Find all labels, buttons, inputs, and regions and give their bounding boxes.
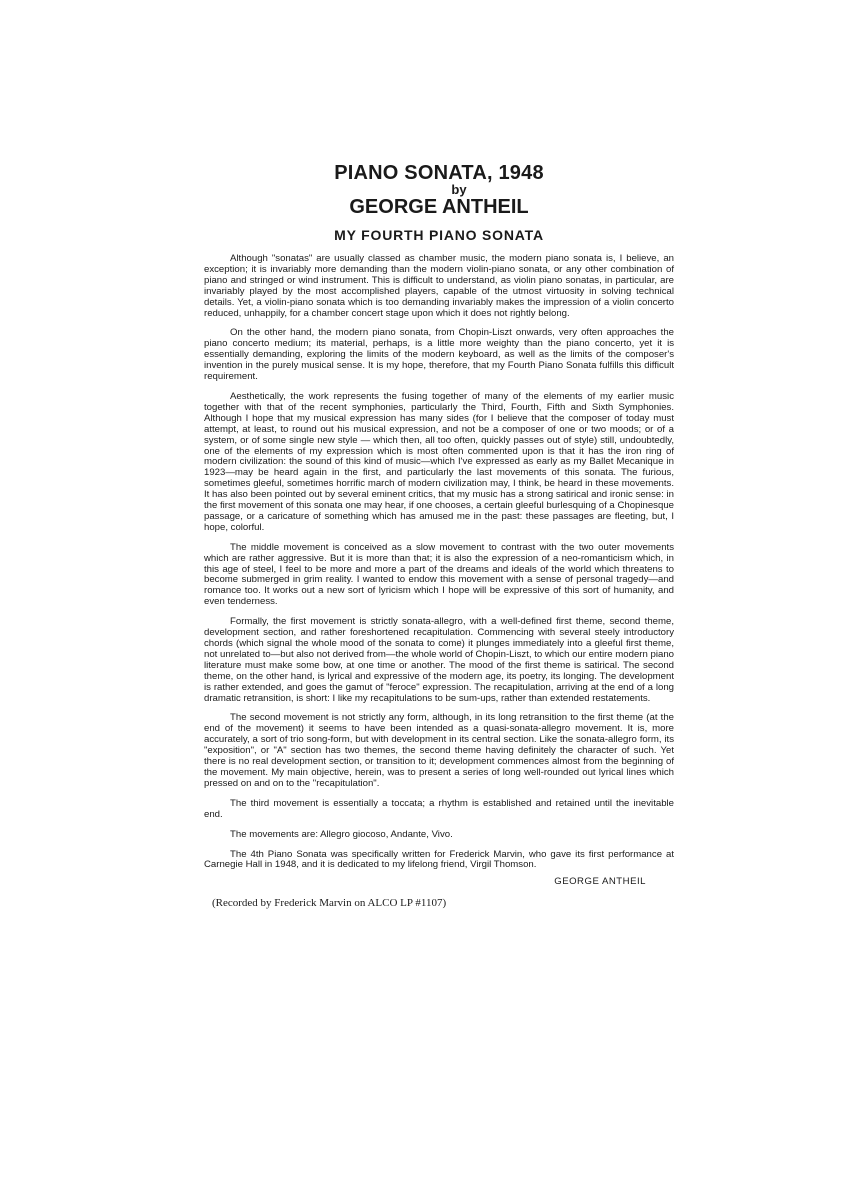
paragraph-9: The 4th Piano Sonata was specifically written for Frederick Marvin, who gave its first performance at Carnegie Hall in 1948, and it is dedicated to my lifelong friend, Virgil Thomson. xyxy=(204,848,674,871)
paragraph-2: On the other hand, the modern piano sonata, from Chopin-Liszt onwards, very often approaches the piano concerto medium; its material, perhaps, is a little more weighty than the piano concerto, yet it is essentially demanding, exploring the limits of the modern keyboard, as well as the limits of the composer's invention in the purely musical sense. It is my hope, therefore, that my Fourth Piano Sonata fulfills this difficult requirement. xyxy=(204,327,674,383)
document-page xyxy=(204,162,674,909)
paragraph-3: Aesthetically, the work represents the fusing together of many of the elements of my earlier music together with that of the recent symphonies, particularly the Third, Fourth, Fifth and Sixth Symphonies. Although I hope that my musical expression has many sides (for I believe that the composer of today must attempt, at least, to round out his musical expression, and not be a composer of one or two moods; or of a system, or of some single new style — which then, all too often, quickly passes out of style) still, undoubtedly, one of the elements of my expression which is most often commented upon is that it has the iron ring of modern civilization: the sound of this kind of music—which I've expressed as early as my Ballet Mecanique in 1923—may be heard again in the first, and particularly the last movements of this sonata. The furious, sometimes gleeful, sometimes horrific march of modern civilization may, I think, be heard in these movements. It has also been pointed out by several eminent critics, that my music has a strong satirical and ironic sense: in the first movement of this sonata one may hear, if one chooses, a certain gleeful burlesquing of a Chopinesque passage, or a caricature of something which has amused me in the past: these passages are fleeting, but, I hope, colorful. xyxy=(204,390,674,533)
document-subtitle: MY FOURTH PIANO SONATA xyxy=(334,227,544,243)
article-body xyxy=(204,254,674,871)
byline-by: by xyxy=(451,182,467,197)
signature: GEORGE ANTHEIL xyxy=(554,876,646,888)
paragraph-4: The middle movement is conceived as a slow movement to contrast with the two outer movements which are rather aggressive. But it is more than that; it is also the expression of a neo-romanticism which, in this age of steel, I feel to be more and more a part of the dreams and ideals of the world which threatens to become submerged in grim reality. I wanted to endow this movement with a sense of personal tragedy—and romance too. It works out a new sort of lyricism which I hope will be expressive of this sort of humanity, and even tenderness. xyxy=(204,541,674,608)
paragraph-6: The second movement is not strictly any form, although, in its long retransition to the first theme (at the end of the movement) it seems to have been intended as a quasi-sonata-allegro movement. It is, more accurately, a sort of trio song-form, but with development in its central section. Like the sonata-allegro form, its "exposition", or "A" section has two themes, the second theme having definitely the character of such. Yet there is no real development section, or transition to it; development commences almost from the beginning of the movement. My main objective, herein, was to present a series of long well-rounded out lyrical lines which pressed on and on to the "recapitulation". xyxy=(204,712,674,789)
paragraph-5: Formally, the first movement is strictly sonata-allegro, with a well-defined first theme, second theme, development section, and rather foreshortened recapitulation. Commencing with several steely introductory chords (which signal the whole mood of the sonata to come) it plunges immediately into a gleeful first theme, not unrelated to—but also not derived from—the whole world of Chopin-Liszt, to which our entire modern piano literature must make some bow, at one time or another. The mood of the first theme is satirical. The second theme, on the other hand, is lyrical and expressive of the modern age, its poetry, its longing. The development is rather extended, and goes the gamut of "feroce" expression. The recapitulation, arriving at the end of a long dramatic retransition, is short: I like my recapitulations to be sum-ups, rather than extended restatements. xyxy=(204,616,674,704)
author-name: GEORGE ANTHEIL xyxy=(349,196,529,218)
paragraph-1: Although "sonatas" are usually classed as chamber music, the modern piano sonata is, I believe, an exception; it is invariably more demanding than the modern violin-piano sonata, or any other combination of piano and stringed or wind instrument. This is difficult to understand, as violin piano sonatas, in particular, are invariably played by the most accomplished players, capable of the utmost virtuosity in solving technical details. Yet, a violin-piano sonata which is too demanding invariably makes the impression of a violin concerto reduced, unhappily, for a chamber concert stage upon which it does not rightly belong. xyxy=(204,253,674,319)
paragraph-8: The movements are: Allegro giocoso, Andante, Vivo. xyxy=(230,828,453,840)
paragraph-7: The third movement is essentially a toccata; a rhythm is established and retained until the inevitable end. xyxy=(204,797,674,820)
recording-note: (Recorded by Frederick Marvin on ALCO LP #1107) xyxy=(212,897,447,910)
document-title: PIANO SONATA, 1948 xyxy=(334,162,544,184)
